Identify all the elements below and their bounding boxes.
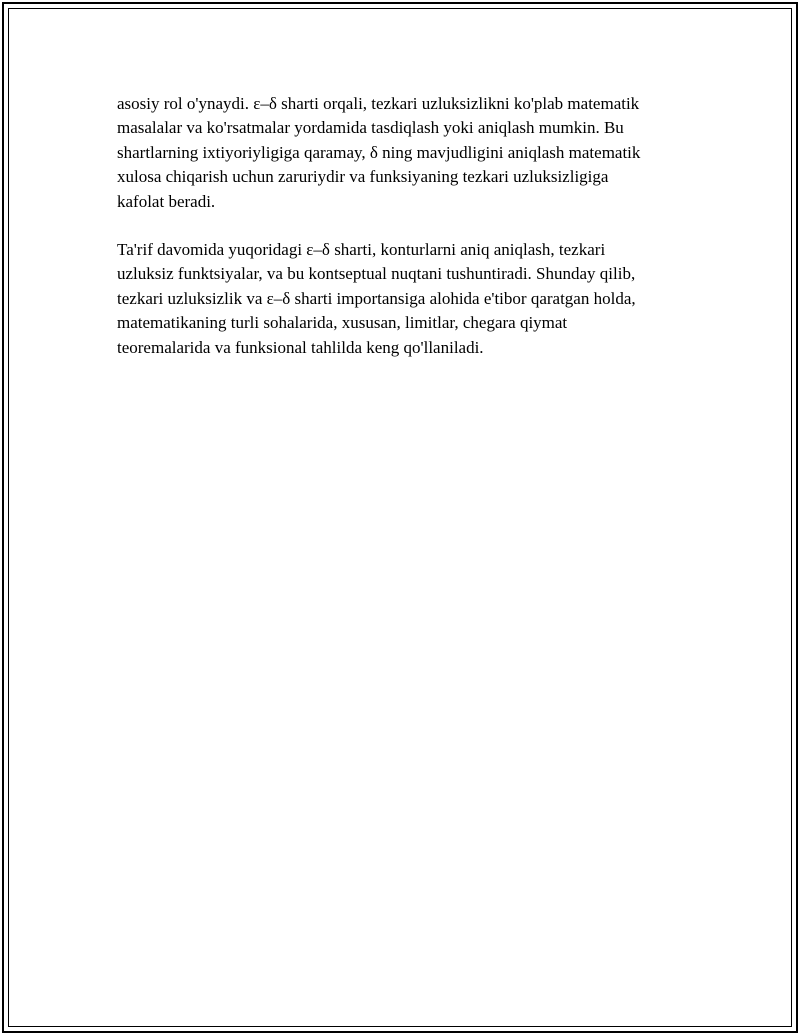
document-body [117, 92, 697, 360]
paragraph-1: asosiy rol o'ynaydi. ε–δ sharti orqali, tezkari uzluksizlikni ko'plab matematik masalalar va ko'rsatmalar yordamida tasdiqlash yoki aniqlash mumkin. Bu shartlarning ixtiyoriyligiga qaramay, δ ning mavjudligini aniqlash matematik xulosa chiqarish uchun zaruriydir va funksiyaning tezkari uzluksizligiga kafolat beradi. [117, 94, 641, 211]
paragraph-2: Ta'rif davomida yuqoridagi ε–δ sharti, konturlarni aniq aniqlash, tezkari uzluksiz funktsiyalar, va bu kontseptual nuqtani tushuntiradi. Shunday qilib, tezkari uzluksizlik va ε–δ sharti importansiga alohida e'tibor qaratgan holda, matematikaning turli sohalarida, xususan, limitlar, chegara qiymat teoremalarida va funksional tahlilda keng qo'llaniladi. [117, 240, 636, 357]
